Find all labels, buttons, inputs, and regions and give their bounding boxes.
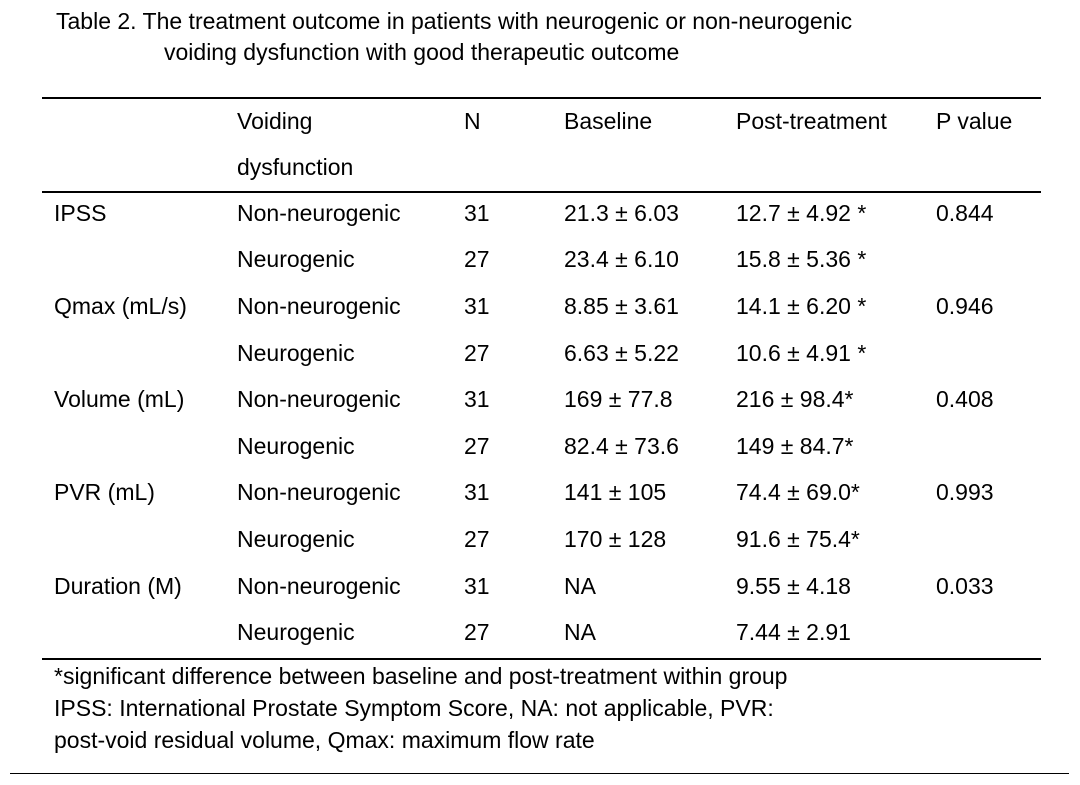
header-measure — [42, 98, 225, 144]
cell-baseline: 23.4 ± 6.10 — [564, 246, 679, 273]
table-caption — [56, 6, 1056, 68]
cell-post-treatment: 12.7 ± 4.92 * — [736, 199, 867, 226]
table-row — [42, 563, 1042, 610]
cell-post-treatment: 14.1 ± 6.20 * — [736, 292, 867, 319]
table-footnotes — [54, 660, 1034, 756]
cell-measure: IPSS — [54, 199, 107, 226]
cell-voiding-group: Non-neurogenic — [237, 292, 401, 319]
cell-baseline: 6.63 ± 5.22 — [564, 339, 679, 366]
cell-voiding-group: Non-neurogenic — [237, 479, 401, 506]
cell-n: 27 — [464, 246, 490, 273]
header-row-1 — [42, 98, 1042, 144]
cell-baseline: 141 ± 105 — [564, 479, 667, 506]
page-bottom-rule — [10, 773, 1069, 774]
cell-n: 31 — [464, 479, 490, 506]
cell-n: 27 — [464, 525, 490, 552]
cell-post-treatment: 15.8 ± 5.36 * — [736, 246, 867, 273]
table-row — [42, 516, 1042, 563]
cell-voiding-group: Non-neurogenic — [237, 572, 401, 599]
cell-post-treatment: 91.6 ± 75.4* — [736, 525, 860, 552]
cell-measure — [42, 330, 225, 377]
cell-measure: Qmax (mL/s) — [54, 292, 187, 319]
cell-n: 31 — [464, 386, 490, 413]
table-row — [42, 423, 1042, 470]
cell-baseline: 169 ± 77.8 — [564, 386, 673, 413]
cell-baseline: 82.4 ± 73.6 — [564, 432, 679, 459]
header-p-value: P value — [936, 107, 1013, 134]
cell-n: 27 — [464, 619, 490, 646]
table-row — [42, 376, 1042, 423]
cell-measure: PVR (mL) — [54, 479, 155, 506]
outcome-table — [42, 98, 1042, 656]
cell-measure — [42, 609, 225, 656]
header-voiding-line-2: dysfunction — [237, 153, 354, 180]
cell-measure — [42, 423, 225, 470]
cell-voiding-group: Neurogenic — [237, 246, 355, 273]
cell-n: 31 — [464, 292, 490, 319]
caption-line-2: voiding dysfunction with good therapeutic outcome — [164, 39, 680, 65]
header-row-2 — [42, 144, 1042, 190]
header-post-treatment: Post-treatment — [736, 107, 887, 134]
footnote-abbreviations-1: IPSS: International Prostate Symptom Score, NA: not applicable, PVR: — [54, 695, 774, 721]
table-row — [42, 470, 1042, 517]
cell-n: 27 — [464, 339, 490, 366]
cell-p-value: 0.844 — [936, 199, 994, 226]
cell-p-value — [924, 237, 1042, 284]
header-n: N — [464, 107, 481, 134]
cell-p-value — [924, 516, 1042, 563]
header-voiding: Voiding — [237, 107, 313, 134]
footnote-abbreviations-2: post-void residual volume, Qmax: maximum flow rate — [54, 727, 595, 753]
cell-voiding-group: Non-neurogenic — [237, 386, 401, 413]
cell-p-value — [924, 423, 1042, 470]
cell-baseline: NA — [564, 619, 596, 646]
cell-post-treatment: 74.4 ± 69.0* — [736, 479, 860, 506]
cell-baseline: NA — [564, 572, 596, 599]
cell-p-value — [924, 330, 1042, 377]
cell-n: 31 — [464, 199, 490, 226]
cell-measure: Volume (mL) — [54, 386, 185, 413]
cell-baseline: 8.85 ± 3.61 — [564, 292, 679, 319]
cell-p-value: 0.033 — [936, 572, 994, 599]
cell-p-value: 0.408 — [936, 386, 994, 413]
table-row — [42, 609, 1042, 656]
cell-p-value: 0.993 — [936, 479, 994, 506]
cell-p-value — [924, 609, 1042, 656]
cell-measure — [42, 516, 225, 563]
cell-p-value: 0.946 — [936, 292, 994, 319]
cell-post-treatment: 10.6 ± 4.91 * — [736, 339, 867, 366]
cell-n: 27 — [464, 432, 490, 459]
cell-voiding-group: Neurogenic — [237, 432, 355, 459]
header-baseline: Baseline — [564, 107, 653, 134]
cell-voiding-group: Non-neurogenic — [237, 199, 401, 226]
header-rule — [42, 191, 1041, 193]
cell-voiding-group: Neurogenic — [237, 619, 355, 646]
table-row — [42, 330, 1042, 377]
cell-post-treatment: 216 ± 98.4* — [736, 386, 854, 413]
cell-baseline: 170 ± 128 — [564, 525, 667, 552]
cell-voiding-group: Neurogenic — [237, 339, 355, 366]
cell-n: 31 — [464, 572, 490, 599]
table-row — [42, 190, 1042, 237]
cell-voiding-group: Neurogenic — [237, 525, 355, 552]
caption-line-1: Table 2. The treatment outcome in patients with neurogenic or non-neurogenic — [56, 8, 853, 34]
cell-post-treatment: 149 ± 84.7* — [736, 432, 854, 459]
cell-baseline: 21.3 ± 6.03 — [564, 199, 679, 226]
table-row — [42, 237, 1042, 284]
table-row — [42, 283, 1042, 330]
cell-post-treatment: 7.44 ± 2.91 — [736, 619, 851, 646]
footnote-significance: *significant difference between baseline and post-treatment within group — [54, 663, 788, 689]
cell-post-treatment: 9.55 ± 4.18 — [736, 572, 851, 599]
cell-measure: Duration (M) — [54, 572, 182, 599]
table-body — [42, 190, 1042, 656]
cell-measure — [42, 237, 225, 284]
